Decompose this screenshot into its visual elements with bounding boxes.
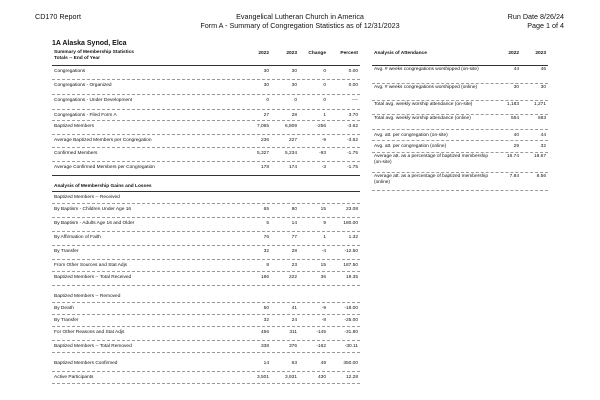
row-value: 1 [323, 235, 326, 240]
row-value: 27 [263, 113, 269, 118]
table-row [52, 341, 360, 353]
row-label: By Affirmation of Faith [54, 235, 101, 240]
report-code: CD170 Report [35, 12, 81, 21]
table-row [52, 246, 360, 260]
table-row [52, 66, 360, 80]
membership-table [52, 50, 360, 384]
row-label: Baptized Members [54, 124, 94, 129]
row-value: 30 [263, 83, 269, 88]
row-value: 3,931 [284, 375, 297, 380]
row-value: 40 [513, 133, 519, 138]
row-value: -145 [316, 330, 326, 335]
row-value: -1.75 [347, 151, 358, 156]
row-label: Baptized Members Confirmed [54, 361, 118, 366]
attendance-title: Analysis of Attendance [374, 51, 427, 56]
org-name: Evangelical Lutheran Church in America [236, 12, 364, 21]
row-value: 0 [294, 98, 297, 103]
row-value: 50 [263, 306, 269, 311]
table-row [372, 101, 548, 115]
row-label: From Other Sources and Stat Adjs [54, 263, 128, 268]
row-label: Congregations - Organized [54, 83, 112, 88]
table-row [52, 162, 360, 176]
row-value: 236 [260, 138, 269, 143]
row-value: 76 [263, 235, 269, 240]
row-value: 30 [263, 69, 269, 74]
row-label: Active Participants [54, 375, 94, 380]
row-value: 41 [291, 306, 297, 311]
row-value: -9 [321, 138, 326, 143]
page-number: Page 1 of 4 [527, 21, 564, 30]
row-value: 5,327 [256, 151, 269, 156]
col-2022: 2022 [258, 51, 269, 56]
table-row [52, 272, 360, 286]
row-value: -31.80 [344, 330, 358, 335]
row-value: 8 [266, 263, 269, 268]
row-value: 29 [513, 144, 519, 149]
row-value: 174 [288, 165, 297, 170]
row-value: 1,271 [533, 102, 546, 107]
att-col-2022: 2022 [508, 51, 519, 56]
row-value: -3.62 [347, 124, 358, 129]
row-label: Total avg. weekly worship attendance (online) [374, 116, 471, 121]
row-value: -93 [319, 151, 326, 156]
row-value: 12.28 [345, 375, 358, 380]
row-value: 30 [291, 69, 297, 74]
row-label: Average att. as a percentage of baptized membership (online) [374, 174, 489, 185]
row-value: 15 [320, 207, 326, 212]
gains-header [52, 182, 360, 192]
table-row [52, 372, 360, 384]
row-value: 49 [320, 361, 326, 366]
row-label: For Other Reasons and Stat Adjs [54, 330, 125, 335]
row-value: 0 [323, 69, 326, 74]
removed-title: Baptized Members -- Removed [54, 294, 121, 299]
table-row [52, 95, 360, 110]
row-label: By Baptism - Adults Age 16 and Older [54, 221, 135, 226]
run-info [508, 12, 564, 30]
row-value: 187.50 [343, 263, 358, 268]
table-row [52, 327, 360, 341]
table-row [52, 204, 360, 218]
row-value: 376 [288, 344, 297, 349]
row-value: 338 [260, 344, 269, 349]
row-value: -1.75 [347, 165, 358, 170]
row-value: 32 [263, 318, 269, 323]
row-value: 6,809 [284, 124, 297, 129]
run-date: Run Date 8/26/24 [507, 12, 564, 21]
row-value: 350.00 [343, 361, 358, 366]
row-value: 44 [540, 133, 546, 138]
table-row [372, 130, 548, 141]
row-value: 583 [537, 116, 546, 121]
membership-title: Summary of Membership Statistics [54, 50, 134, 55]
row-label: Avg. # weeks congregations worshipped (online) [374, 85, 478, 90]
row-value: 30 [291, 83, 297, 88]
row-value: 15 [320, 263, 326, 268]
row-label: By Transfer [54, 249, 79, 254]
row-value: 23 [291, 263, 297, 268]
row-label: Total avg. weekly worship attendance (on-site) [374, 102, 473, 107]
row-value: 46 [540, 67, 546, 72]
row-value: 3,501 [256, 375, 269, 380]
table-row [372, 115, 548, 130]
row-value: 80 [291, 207, 297, 212]
row-value: 19.35 [345, 275, 358, 280]
row-label: By Transfer [54, 318, 79, 323]
received-header [52, 192, 360, 204]
row-label: Average Confirmed Members per Congregation [54, 165, 155, 170]
row-label: Average att. as a percentage of baptized membership (on-site) [374, 154, 489, 165]
row-value: -12.50 [344, 249, 358, 254]
row-label: Congregations - Under Development [54, 98, 133, 103]
synod-name: 1A Alaska Synod, Elca [52, 40, 127, 47]
removed-header [52, 291, 360, 303]
membership-header [52, 50, 360, 66]
row-value: 186 [260, 275, 269, 280]
row-value: 1 [323, 113, 326, 118]
row-value: -30.11 [344, 344, 358, 349]
table-row [372, 84, 548, 101]
row-label: Baptized Members -- Total Removed [54, 344, 132, 349]
row-value: 1.32 [348, 235, 358, 240]
table-row [372, 153, 548, 173]
row-value: -8 [321, 318, 326, 323]
row-value: -256 [316, 124, 326, 129]
form-title: Form A - Summary of Congregation Statistics as of 12/31/2023 [200, 21, 400, 30]
row-value: 28 [291, 249, 297, 254]
row-value: 32 [263, 249, 269, 254]
gains-title: Analysis of Membership Gains and Losses [54, 184, 152, 189]
col-percent: Percent [340, 51, 358, 56]
row-value: 28 [291, 113, 297, 118]
row-value: 30 [513, 85, 519, 90]
row-value: 18.67 [533, 154, 546, 159]
row-value: 554 [510, 116, 519, 121]
received-title: Baptized Members -- Received [54, 195, 120, 200]
row-value: 44 [513, 67, 519, 72]
row-value: -25.00 [344, 318, 358, 323]
col-change: Change [308, 51, 326, 56]
row-value: ---- [351, 98, 358, 103]
row-value: 0.00 [348, 69, 358, 74]
row-value: 24 [291, 318, 297, 323]
table-row [372, 141, 548, 153]
row-label: Congregations [54, 69, 86, 74]
row-label: Avg. # weeks congregations worshipped (on-site) [374, 67, 479, 72]
row-label: Avg. att. per congregation (online) [374, 144, 447, 149]
row-value: -162 [316, 344, 326, 349]
row-value: 30 [540, 85, 546, 90]
row-value: 9 [323, 221, 326, 226]
row-value: 1,183 [506, 102, 519, 107]
table-row [52, 80, 360, 95]
col-2023: 2023 [286, 51, 297, 56]
row-label: Congregations - Filed Form A [54, 113, 117, 118]
row-value: -9 [321, 306, 326, 311]
table-row [52, 315, 360, 327]
row-value: -3 [321, 165, 326, 170]
row-value: 5 [266, 221, 269, 226]
row-value: 180.00 [343, 221, 358, 226]
row-value: -18.00 [344, 306, 358, 311]
row-value: 0 [323, 83, 326, 88]
row-value: 5,234 [284, 151, 297, 156]
row-value: 36 [320, 275, 326, 280]
row-value: 456 [260, 330, 269, 335]
row-value: 23.08 [345, 207, 358, 212]
table-row [52, 135, 360, 148]
table-row [52, 110, 360, 121]
table-row [372, 66, 548, 84]
attendance-table [372, 50, 548, 191]
row-value: 65 [263, 207, 269, 212]
row-label: Baptized Members -- Total Received [54, 275, 132, 280]
row-value: 77 [291, 235, 297, 240]
row-value: -3.62 [347, 138, 358, 143]
row-label: By Baptism - Children Under Age 16 [54, 207, 132, 212]
table-row [52, 121, 360, 135]
row-value: 0.00 [348, 83, 358, 88]
row-value: 311 [289, 330, 297, 335]
row-label: Confirmed Members [54, 151, 98, 156]
row-value: 430 [317, 375, 326, 380]
row-label: Average Baptized Members per Congregation [54, 138, 152, 143]
table-row [52, 218, 360, 232]
table-row [52, 148, 360, 162]
row-value: 63 [291, 361, 297, 366]
table-row [52, 358, 360, 372]
row-value: 14 [291, 221, 297, 226]
attendance-header [372, 50, 548, 66]
row-value: 8.56 [536, 174, 546, 179]
row-value: 178 [260, 165, 269, 170]
row-value: 222 [288, 275, 297, 280]
membership-subtitle: Totals -- End of Year [54, 56, 100, 61]
row-value: 16.74 [506, 154, 519, 159]
table-row [372, 173, 548, 191]
row-value: 0 [323, 98, 326, 103]
row-value: 3.70 [348, 113, 358, 118]
table-row [52, 303, 360, 315]
table-row [52, 232, 360, 246]
row-value: 227 [288, 138, 297, 143]
row-value: 7,065 [256, 124, 269, 129]
att-col-2023: 2023 [535, 51, 546, 56]
table-row [52, 260, 360, 272]
row-value: 14 [263, 361, 269, 366]
row-value: 32 [540, 144, 546, 149]
row-value: 7.84 [509, 174, 519, 179]
row-label: By Death [54, 306, 74, 311]
row-value: -4 [321, 249, 326, 254]
row-label: Avg. att. per congregation (on-site) [374, 133, 448, 138]
row-value: 0 [266, 98, 269, 103]
